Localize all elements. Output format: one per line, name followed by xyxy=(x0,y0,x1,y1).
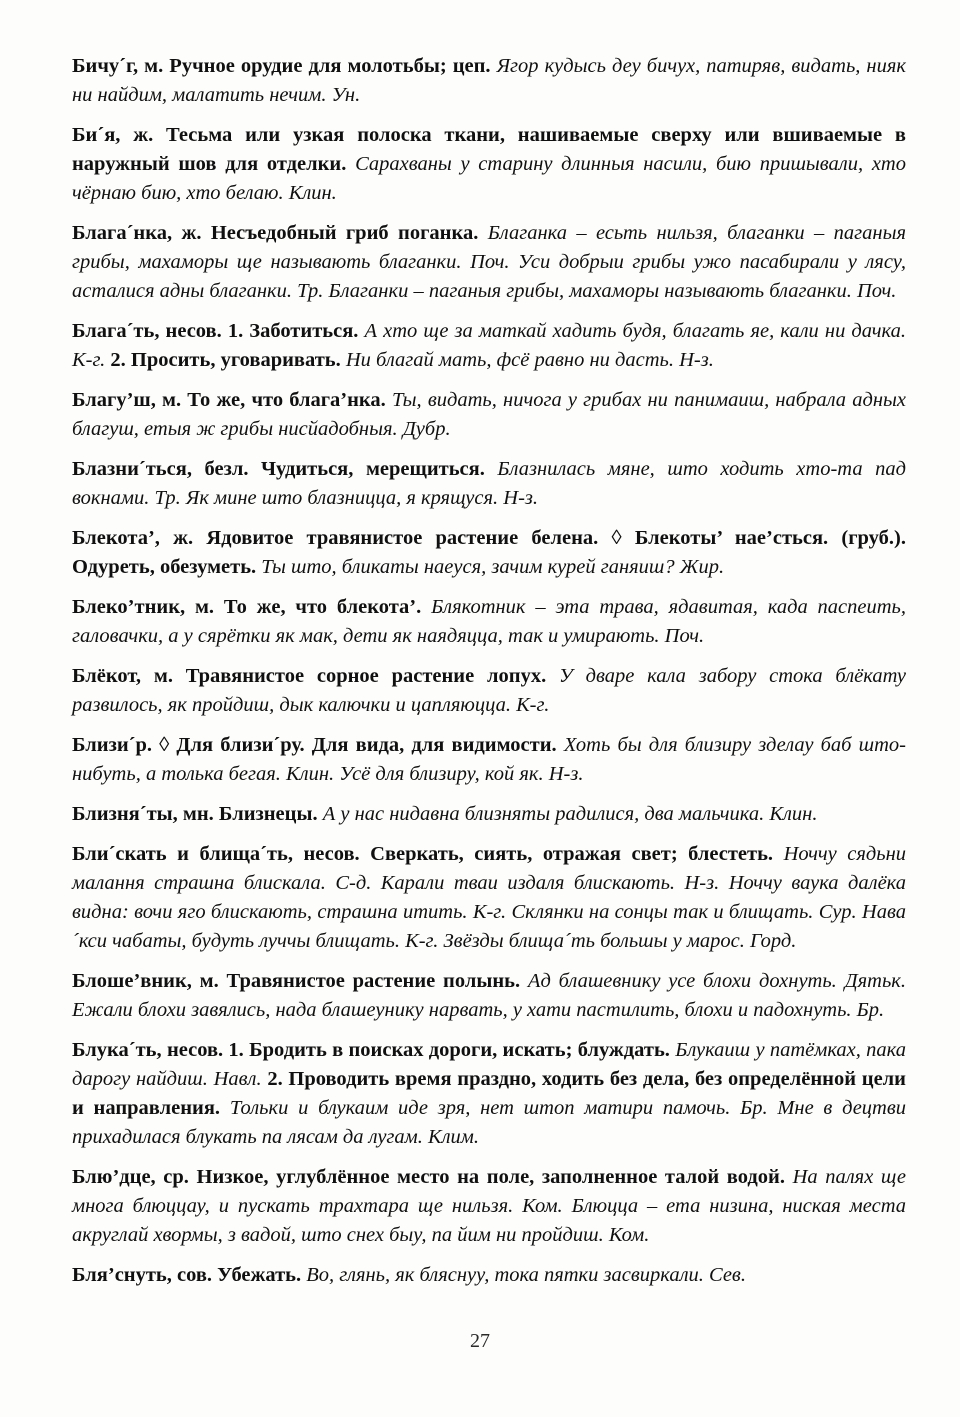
definition-text: Блекота’, ж. Ядовитое травянистое растение белена. ◊ Блекоты’ нае’сться. (груб.). Одуреть, обезуметь. xyxy=(72,527,906,578)
dictionary-entry xyxy=(72,524,906,582)
example-text: Во, глянь, як бляснуу, тока пятки засвиркали. Сев. xyxy=(306,1264,746,1286)
definition-text: Близи´р. ◊ Для близи´ру. Для вида, для видимости. xyxy=(72,734,564,756)
definition-text: Благу’ш, м. То же, что блага’нка. xyxy=(72,389,392,411)
definition-text: Блоше’вник, м. Травянистое растение полынь. xyxy=(72,970,528,992)
example-text: Хоть бы для близиру зделау баб што-нибуть, а толька бегая. Клин. Усё для близиру, кой як. Н-з. xyxy=(72,734,906,785)
example-text: Ад блашевнику усе блохи дохнуть. Дятьк. Ежали блохи завялись, нада блашеунику нарвать, у хати пастилить, блохи и падохнуть. Бр. xyxy=(72,970,906,1021)
dictionary-entry xyxy=(72,455,906,513)
example-text: Ты, видать, ничога у грибах ни панимаиш, набрала адных благуш, етыя ж грибы нисйадобныя. Дубр. xyxy=(72,389,906,440)
dictionary-entry xyxy=(72,1163,906,1250)
dictionary-entry xyxy=(72,121,906,208)
definition-text: 2. Просить, уговаривать. xyxy=(110,349,346,371)
dictionary-entry xyxy=(72,967,906,1025)
dictionary-entry xyxy=(72,52,906,110)
dictionary-entry xyxy=(72,1036,906,1152)
example-text: На палях ще многа блюццау, и пускать трахтара ще нильзя. Ком. Блюцца – ета низина, ниская места акруглай хвормы, з вадой, што снех быу, па йим ни пройдиш. Ком. xyxy=(72,1166,906,1246)
definition-text: 2. Проводить время праздно, ходить без дела, без определённой цели и направления. xyxy=(72,1068,906,1119)
dictionary-entry xyxy=(72,386,906,444)
dictionary-entry xyxy=(72,662,906,720)
definition-text: Бля’снуть, сов. Убежать. xyxy=(72,1264,307,1286)
page-number: 27 xyxy=(470,1330,490,1352)
dictionary-entry xyxy=(72,1261,906,1290)
dictionary-entry xyxy=(72,731,906,789)
example-text: Блукаиш у патёмках, пака дарогу найдиш. Навл. xyxy=(72,1039,907,1090)
definition-text: Бичу´г, м. Ручное орудие для молотьбы; цеп. xyxy=(72,55,497,77)
example-text: Ни благай мать, фсё равно ни дасть. Н-з. xyxy=(345,349,714,371)
example-text: Блякотник – эта трава, ядавитая, када паспеить, галовачки, а у сярётки як мак, дети як наядяцца, так и умирають. Поч. xyxy=(72,596,906,647)
definition-text: Блука´ть, несов. 1. Бродить в поисках дороги, искать; блуждать. xyxy=(72,1039,676,1061)
definition-text: Бли´скать и блища´ть, несов. Сверкать, сиять, отражая свет; блестеть. xyxy=(72,843,784,865)
definition-text: Блёкот, м. Травянистое сорное растение лопух. xyxy=(72,665,560,687)
dictionary-entry xyxy=(72,317,906,375)
definition-text: Блю’дце, ср. Низкое, углублённое место на поле, заполненное талой водой. xyxy=(72,1166,793,1188)
dictionary-entry xyxy=(72,800,906,829)
definition-text: Близня´ты, мн. Близнецы. xyxy=(72,803,323,825)
example-text: Сарахваны у старину длинныя насили, бию пришывали, хто чёрнаю бию, хто белаю. Клин. xyxy=(72,153,906,204)
example-text: Ноччу сядьни малання страшна блискала. С-д. Карали тваи издаля блискають. Н-з. Ноччу ваука далёка видна: вочи яго блискають, страшна итить. К-г. Склянки на сонцы так и блищать. Сур. Нава´кси чабаты, будуть луччы блищать. К-г. Звёзды блища´ть большы у марос. Горд. xyxy=(72,843,906,952)
example-text: А хто ще за маткай хадить будя, благать яе, кали ни дачка. К-г. xyxy=(72,320,906,371)
example-text: Ягор кудысь деу бичух, патиряв, видать, нияк ни найдим, малатить нечим. Ун. xyxy=(72,55,906,106)
example-text: А у нас нидавна близняты радилися, два мальчика. Клин. xyxy=(322,803,818,825)
dictionary-entry xyxy=(72,840,906,956)
definition-text: Блага´ть, несов. 1. Заботиться. xyxy=(72,320,365,342)
definition-text: Блага´нка, ж. Несъедобный гриб поганка. xyxy=(72,222,488,244)
example-text: Ты што, бликаты наеуся, зачим курей ганяиш? Жир. xyxy=(261,556,725,578)
definition-text: Блеко’тник, м. То же, что блекота’. xyxy=(72,596,432,618)
definition-text: Блазни´ться, безл. Чудиться, мерещиться. xyxy=(72,458,498,480)
dictionary-entry xyxy=(72,593,906,651)
definition-text: Би´я, ж. Тесьма или узкая полоска ткани, нашиваемые сверху или вшиваемые в наружный шов для отделки. xyxy=(72,124,906,175)
dictionary-entry xyxy=(72,219,906,306)
example-text: Блазнилась мяне, што ходить хто-та пад вокнами. Тр. Як мине што блазницца, я крящуся. Н-з. xyxy=(72,458,907,509)
example-text: Благанка – есьть нильзя, благанки – паганыя грибы, махаморы ще называють благанки. Поч. Уси добрыи грибы ужо пасабирали у лясу, асталися адны благанки. Тр. Благанки – паганыя грибы, махаморы называють благанки. Поч. xyxy=(72,222,906,302)
example-text: У дваре кала забору стока блёкату развилось, як пройдиш, дык калючки и цапляюцца. К-г. xyxy=(72,665,906,716)
example-text: Тольки и блукаим иде зря, нет штоп матири памочь. Бр. Мне в децтви прихадилася блукать па лясам да лугам. Клим. xyxy=(72,1097,906,1148)
entries-container xyxy=(72,52,906,1301)
